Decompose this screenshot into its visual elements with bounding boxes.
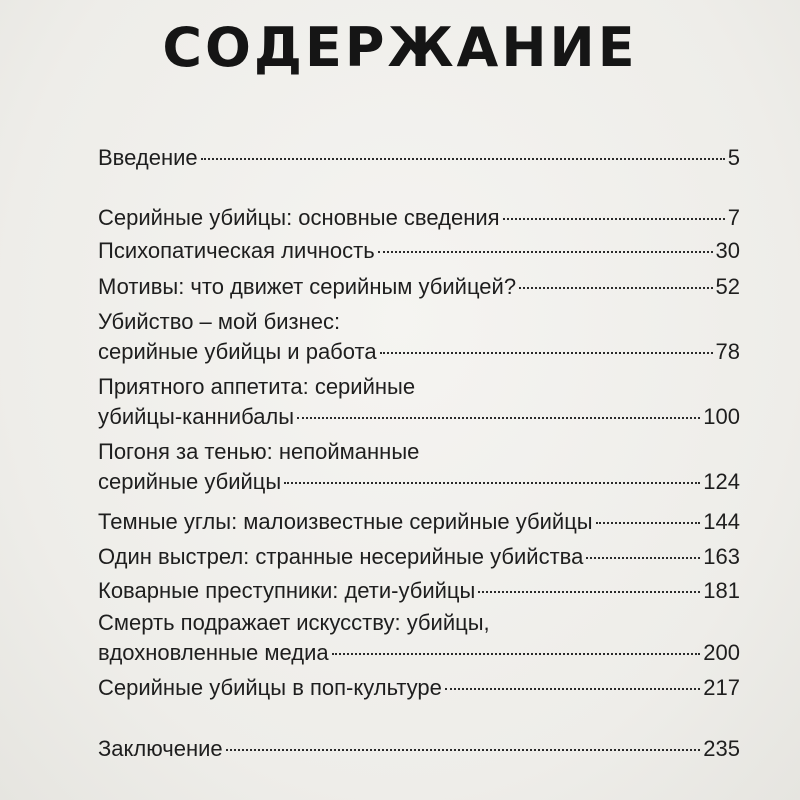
toc-row (98, 272, 740, 302)
toc-entry-title: Серийные убийцы: основные сведения (98, 205, 500, 230)
toc-entry-title: Психопатическая личность (98, 238, 375, 263)
toc-entry-title: Серийные убийцы в поп-культуре (98, 675, 442, 700)
toc-entry[interactable] (98, 437, 740, 497)
toc-row (98, 437, 740, 467)
toc-page-number: 52 (715, 274, 740, 299)
toc-entry-title: Коварные преступники: дети-убийцы (98, 578, 476, 603)
toc-entry[interactable] (98, 203, 740, 233)
toc-entry[interactable] (98, 608, 740, 668)
toc-page-number: 124 (703, 469, 740, 494)
dot-leader (226, 749, 701, 751)
toc-entry-title: убийцы-каннибалы (98, 404, 295, 429)
toc-page-number: 30 (715, 238, 740, 263)
toc-page-number: 100 (703, 404, 740, 429)
dot-leader (586, 557, 700, 559)
toc-entry-title: Заключение (98, 736, 223, 761)
toc-entry-title: Смерть подражает искусству: убийцы, (98, 610, 490, 635)
toc-row (98, 542, 740, 572)
toc-entry[interactable] (98, 576, 740, 606)
toc-row (98, 467, 740, 497)
toc-row (98, 337, 740, 367)
toc-page-number: 181 (703, 578, 740, 603)
toc-entry-title: Введение (98, 145, 198, 170)
dot-leader (284, 482, 700, 484)
toc-entry[interactable] (98, 372, 740, 432)
toc-entry[interactable] (98, 673, 740, 703)
toc-page-number: 5 (727, 145, 740, 170)
dot-leader (201, 158, 725, 160)
toc-page-number: 78 (715, 339, 740, 364)
page-title: СОДЕРЖАНИЕ (162, 16, 638, 79)
toc-entry[interactable] (98, 307, 740, 367)
toc-entry[interactable] (98, 542, 740, 572)
toc-entry-title: Темные углы: малоизвестные серийные убийцы (98, 509, 593, 534)
toc-row (98, 507, 740, 537)
dot-leader (596, 522, 701, 524)
toc-entry[interactable] (98, 143, 740, 173)
dot-leader (445, 688, 700, 690)
dot-leader (380, 352, 713, 354)
toc-page-number: 7 (727, 205, 740, 230)
toc-page-number: 235 (703, 736, 740, 761)
toc-entry-title: Один выстрел: странные несерийные убийства (98, 544, 584, 569)
toc-row (98, 203, 740, 233)
toc-entry-title: Мотивы: что движет серийным убийцей? (98, 274, 517, 299)
toc-entry-title: серийные убийцы (98, 469, 282, 494)
toc-row (98, 307, 740, 337)
toc-row (98, 673, 740, 703)
dot-leader (297, 417, 700, 419)
toc-entry-title: вдохновленные медиа (98, 640, 329, 665)
toc-row (98, 372, 740, 402)
toc-row (98, 638, 740, 668)
toc-row (98, 576, 740, 606)
toc-page-number: 144 (703, 509, 740, 534)
toc-row (98, 236, 740, 266)
toc-page-number: 200 (703, 640, 740, 665)
dot-leader (503, 218, 725, 220)
toc-entry[interactable] (98, 236, 740, 266)
toc-entry[interactable] (98, 734, 740, 764)
dot-leader (519, 287, 712, 289)
toc-entry[interactable] (98, 272, 740, 302)
toc-entry-title: Убийство – мой бизнес: (98, 309, 341, 334)
toc-row (98, 143, 740, 173)
toc-entry-title: Приятного аппетита: серийные (98, 374, 416, 399)
toc-row (98, 734, 740, 764)
dot-leader (332, 653, 701, 655)
toc-entry-title: Погоня за тенью: непойманные (98, 439, 420, 464)
toc-page-number: 163 (703, 544, 740, 569)
toc-page-number: 217 (703, 675, 740, 700)
toc-entry[interactable] (98, 507, 740, 537)
toc-entry-title: серийные убийцы и работа (98, 339, 377, 364)
toc-row (98, 402, 740, 432)
dot-leader (478, 591, 700, 593)
toc-row (98, 608, 740, 638)
dot-leader (378, 251, 713, 253)
